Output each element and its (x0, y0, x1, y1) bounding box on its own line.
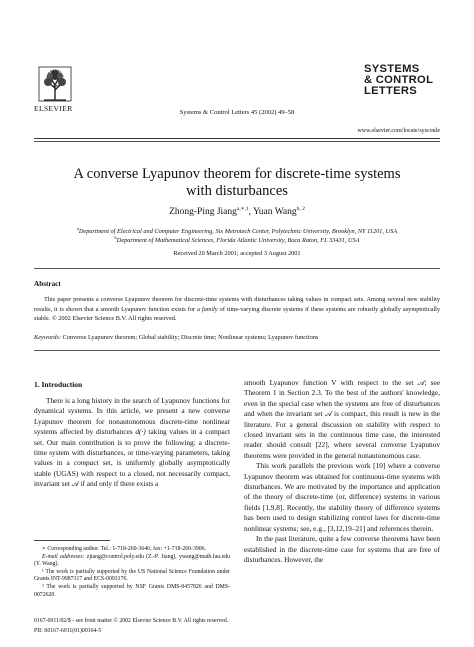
journal-logo-line: & CONTROL (364, 74, 434, 86)
affiliation-b (34, 235, 440, 244)
journal-reference: Systems & Control Letters 45 (2002) 49–58 (179, 109, 295, 116)
body-divider (34, 350, 440, 351)
affiliation-mark: b (114, 235, 117, 240)
right-column-paragraph: In the past literature, quite a few converse theorems have been established in the discrete-time case for systems that are free of disturbances. However, the (244, 534, 440, 564)
paragraph-text: if and only if there exists a (78, 479, 159, 489)
abstract-text-part: of time-varying discrete systems if these systems are robustly globally asymptotically stable. © 2002 Elsevier Science B.V. All rights reserved. (34, 305, 440, 322)
abstract-text-part: This paper presents a converse Lyapunov theorem for discrete-time systems with disturbances taking values in compact sets. Among several new stability results, it is shown that a smooth Lyapunov function exists for a (34, 296, 440, 313)
abstract-heading: Abstract (34, 280, 61, 288)
abstract-emphasis: family (201, 305, 218, 313)
footnote-1: ¹ The work is partially supported by the US National Science Foundation under Grants INT-9987317 and ECS-0093176. (34, 568, 230, 583)
right-column-paragraph: smooth Lyapunov function V with respect to the set 𝒜; see Theorem 1 in Section 2.3. To the best of the authors' knowledge, even in the special case when the systems are free of disturbances and when the invariant set 𝒜 is compact, this result is new in the literature. For a general discussion on stability with respect to closed invariant sets in the continuous time case, the interested reader should consult [22], where several converse Lyapunov theorems were provided in the general nonautonomous case. (244, 378, 440, 460)
journal-website: www.elsevier.com/locate/sysconle (357, 128, 440, 134)
author-marks: b, 2 (296, 206, 305, 212)
paragraph-text: There is a long history in the search of Lyapunov functions for dynamical systems. In this article, we present a new converse Lyapunov theorem for nonautonomous discrete-time nonlinear systems affected by disturbances (34, 396, 230, 437)
footnote-2: ² The work is partially supported by NSF Grants DMS-0457826 and DMS-0072620. (34, 583, 230, 598)
article-title (34, 166, 440, 200)
front-matter-line: 0167-6911/02/$ - see front matter © 2002 Elsevier Science B.V. All rights reserved. (34, 618, 229, 624)
journal-logo (364, 64, 440, 97)
journal-logo-line: LETTERS (364, 85, 418, 97)
publisher-name: ELSEVIER (34, 104, 73, 113)
email-label: E-mail addresses: (42, 553, 85, 560)
keywords (34, 334, 440, 341)
emphasis-text: compact (73, 458, 99, 468)
author-marks: a,∗,1 (236, 206, 249, 212)
left-column-paragraph (34, 396, 230, 490)
affiliation-text: Department of Mathematical Sciences, Florida Atlantic University, Boca Raton, FL 33431, USA (116, 237, 360, 245)
section-heading: 1. Introduction (34, 380, 83, 389)
footnote-email (34, 554, 230, 569)
footnotes (34, 546, 230, 599)
header-divider (34, 138, 440, 139)
journal-logo-line: SYSTEMS (364, 63, 420, 75)
received-dates: Received 20 March 2001; accepted 3 August 2001 (173, 250, 301, 257)
keywords-label: Keywords: (34, 334, 62, 341)
title-line: with disturbances (186, 183, 288, 199)
author-name: Zhong-Ping Jiang (169, 207, 237, 218)
abstract-divider (34, 268, 440, 269)
math-symbol: 𝒜 (71, 479, 79, 489)
footnote-corresponding: ∗ Corresponding author. Tel.: 1-718-260-3646; fax: +1-718-260-3906. (42, 546, 206, 552)
math-symbol: d(·) (135, 427, 146, 437)
author-list (34, 206, 440, 217)
title-line: A converse Lyapunov theorem for discrete-time systems (73, 166, 401, 182)
affiliation-text: Department of Electrical and Computer Engineering, Six Metrotech Center, Polytechnic University, Brooklyn, NY 11201, USA (78, 228, 398, 236)
pii-line: PII: S0167-6911(01)00164-5 (34, 628, 102, 634)
paragraph-text: taking values in a compact set. Our main contribution is to prove the following: a discrete-time system with disturbances, or time-varying parameters, taking values in a (34, 427, 230, 468)
paragraph-text: set, is uniformly globally asymptotically stable (UGAS) with respect to a closed, not necessarily compact, invariant set (34, 458, 230, 489)
elsevier-tree-logo (38, 66, 72, 102)
keywords-list: Converse Lyapunov theorem; Global stability; Discrete time; Nonlinear systems; Lyapunov functions (61, 334, 319, 341)
right-column-paragraph: This work parallels the previous work [10] where a converse Lyapunov theorem was obtained for continuous-time systems with disturbances. We are motivated by the importance and application of the theory of discrete-time (or, difference) systems in various fields [1,9,8]. Recently, the stability theory of difference systems has been used to design stabilizing control laws for discrete-time nonlinear systems; see, e.g., [3,12,19–21] and references therein. (244, 461, 440, 533)
footnote-divider (34, 540, 110, 541)
affiliation-a (34, 226, 440, 235)
abstract-text (34, 295, 440, 324)
email-addresses: zjiang@control.poly.edu (Z.-P. Jiang), ywang@math.fau.edu (Y. Wang). (34, 553, 231, 568)
tree-icon (38, 66, 72, 102)
author-name: Yuan Wang (253, 207, 297, 218)
affiliation-mark: a (76, 226, 79, 231)
author-separator: , (248, 207, 253, 218)
right-column (244, 378, 440, 565)
header-divider-thin (34, 141, 440, 142)
